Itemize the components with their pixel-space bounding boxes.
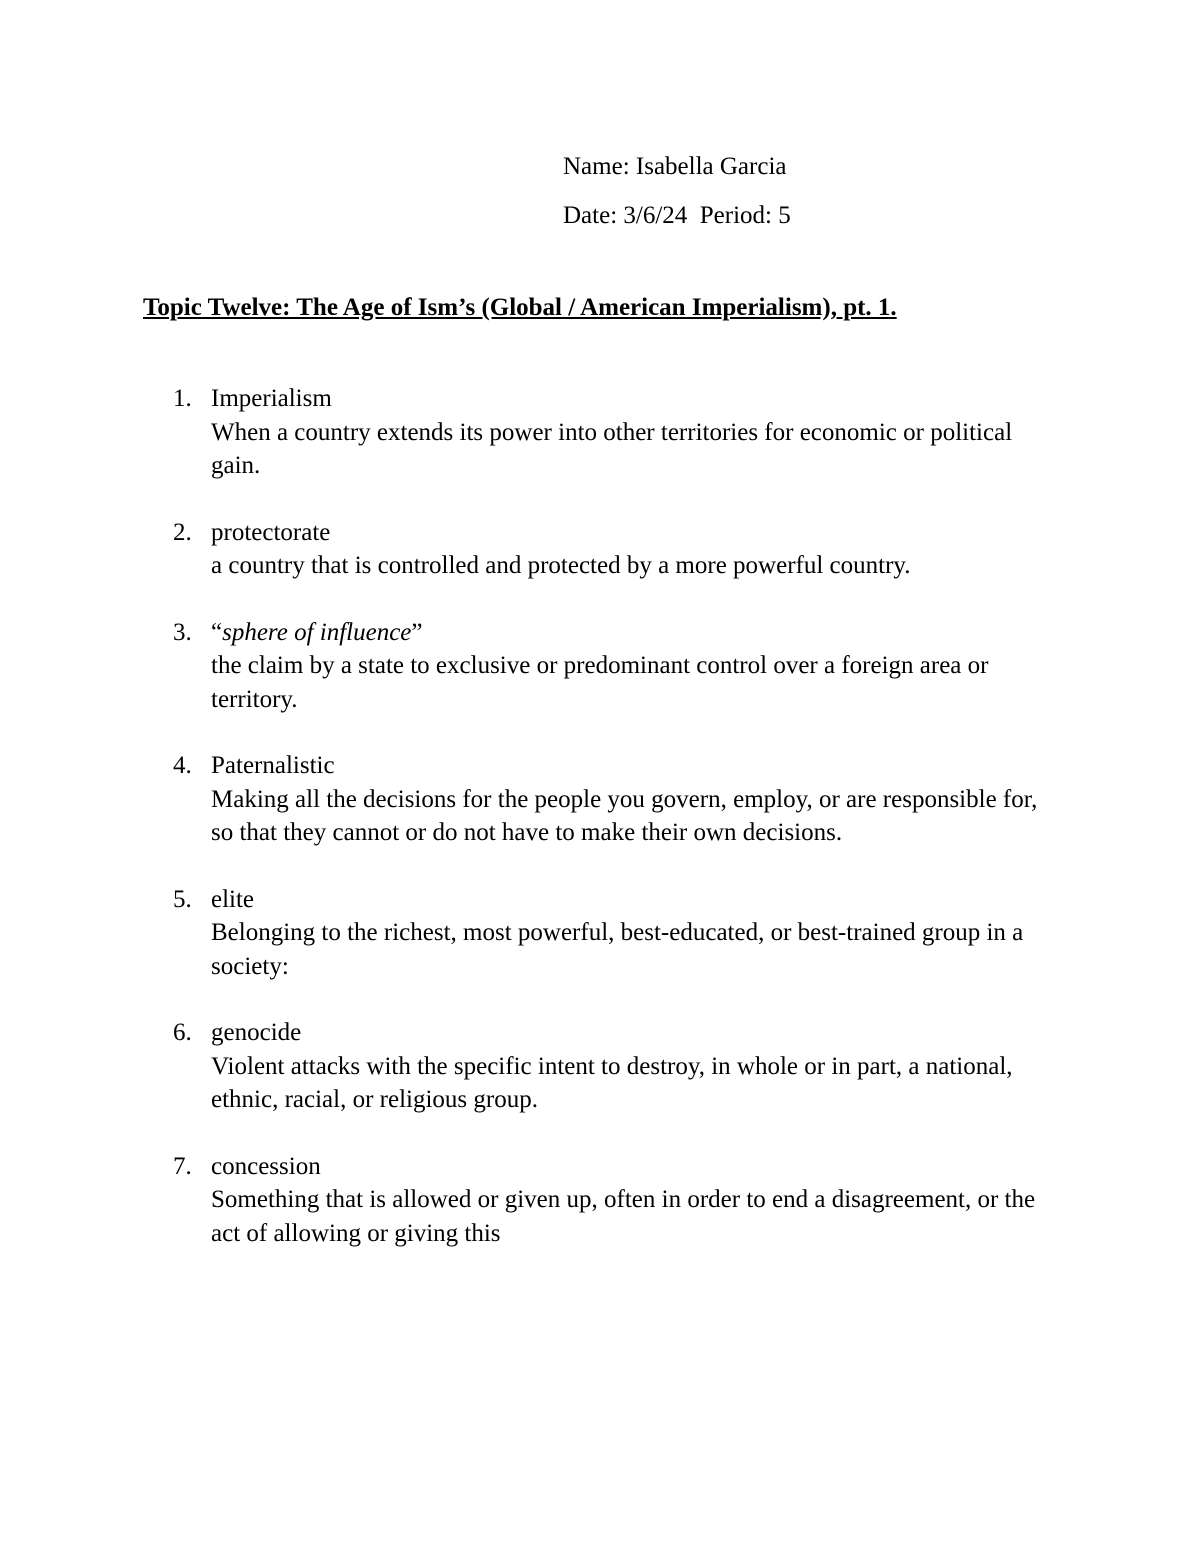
term-italic-text: sphere of influence xyxy=(222,618,412,646)
vocab-definition: When a country extends its power into other territories for economic or political gain. xyxy=(211,418,1013,479)
vocab-item xyxy=(0,749,1200,850)
vocab-number: 4. xyxy=(173,752,192,779)
vocab-number: 6. xyxy=(173,1019,192,1046)
vocab-term: concession xyxy=(211,1152,321,1180)
vocab-number: 7. xyxy=(173,1152,192,1180)
vocab-definition: the claim by a state to exclusive or predominant control over a foreign area or territory. xyxy=(211,652,989,713)
vocab-definition: Violent attacks with the specific intent to destroy, in whole or in part, a national, ethnic, racial, or religious group. xyxy=(211,1052,1013,1113)
vocab-item xyxy=(0,1150,1200,1251)
vocab-definition: a country that is controlled and protected by a more powerful country. xyxy=(211,552,911,579)
vocab-item xyxy=(0,516,1200,583)
term-open-quote: “ xyxy=(211,618,223,646)
vocab-definition: Belonging to the richest, most powerful, best-educated, or best-trained group in a society: xyxy=(211,919,1024,980)
student-header xyxy=(563,142,791,240)
vocab-number: 3. xyxy=(173,618,192,646)
term-close-quote: ” xyxy=(411,618,423,646)
vocab-definition: Making all the decisions for the people you govern, employ, or are responsible for, so that they cannot or do not have to make their own decisions. xyxy=(211,785,1038,846)
student-name: Name: Isabella Garcia xyxy=(563,153,787,180)
vocab-term: elite xyxy=(211,885,255,913)
date-period: Date: 3/6/24 Period: 5 xyxy=(563,202,791,229)
document-title: Topic Twelve: The Age of Ism’s (Global / American Imperialism), pt. 1. xyxy=(143,294,897,321)
vocab-item xyxy=(0,1016,1200,1117)
vocab-term: Paternalistic xyxy=(211,752,335,779)
vocab-number: 2. xyxy=(173,518,192,546)
vocab-item xyxy=(0,382,1200,483)
vocab-number: 5. xyxy=(173,885,192,913)
vocab-item xyxy=(0,616,1200,717)
vocab-definition: Something that is allowed or given up, often in order to end a disagreement, or the act of allowing or giving this xyxy=(211,1186,1036,1247)
vocab-term: protectorate xyxy=(211,518,331,546)
vocab-item xyxy=(0,883,1200,984)
vocab-term xyxy=(211,616,1061,650)
vocab-term: genocide xyxy=(211,1019,302,1046)
vocab-number: 1. xyxy=(173,385,192,412)
vocab-term: Imperialism xyxy=(211,385,332,412)
vocabulary-list xyxy=(0,382,1200,1283)
